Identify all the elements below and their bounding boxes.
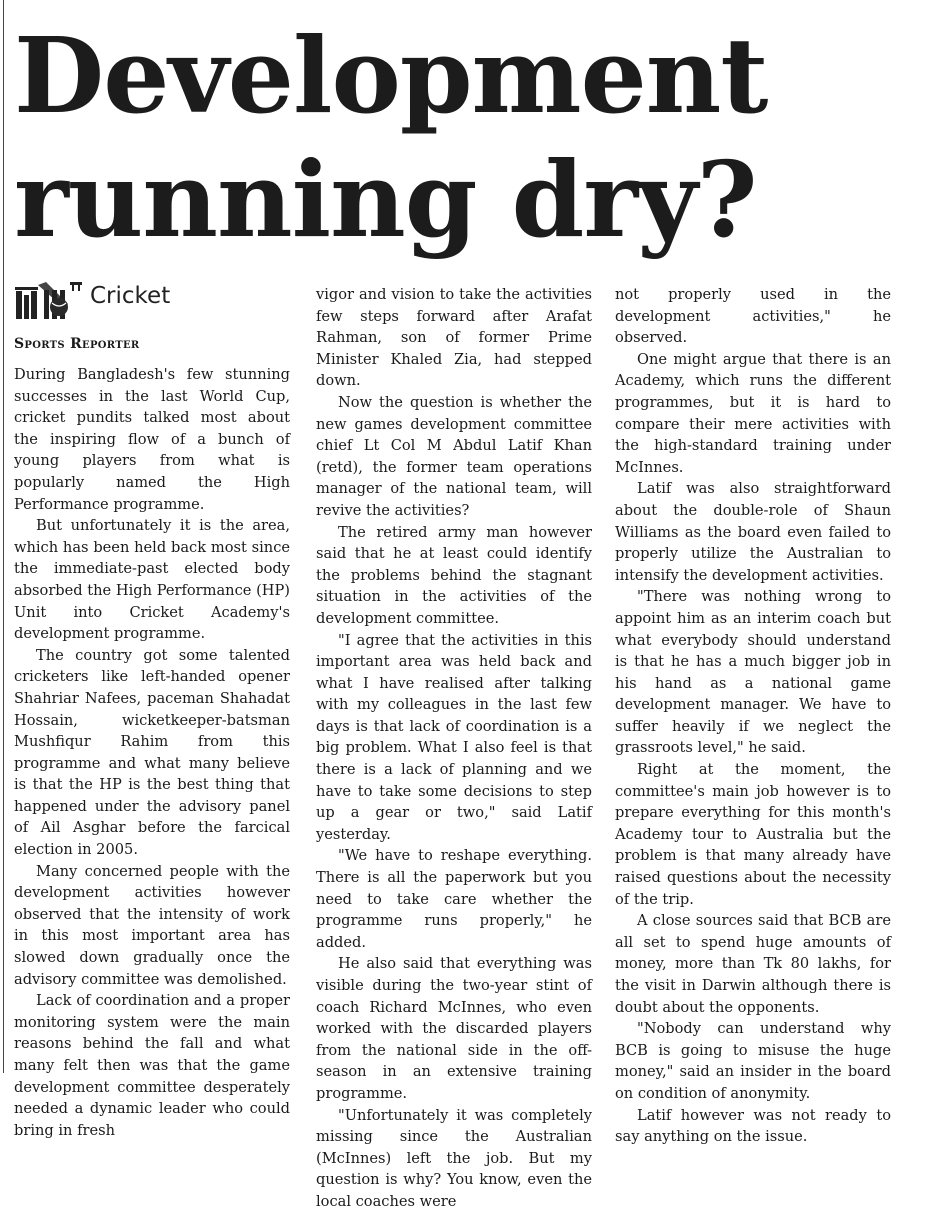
article-column-3 — [615, 284, 891, 1148]
section-header — [14, 278, 290, 322]
headline-line-2: running dry? — [14, 138, 757, 261]
byline: Sports Reporter — [14, 336, 140, 352]
paragraph: Now the question is whether the new games development committee chief Lt Col M Abdul Latif Khan (retd), the former team operations manager of the national team, will revive the activities? — [316, 393, 592, 519]
paragraph: not properly used in the development activities," he observed. — [615, 286, 891, 347]
paragraph: During Bangladesh's few stunning successes in the last World Cup, cricket pundits talked most about the inspiring flow of a bunch of young players from what is popularly named the High Performance programme. — [14, 366, 290, 513]
paragraph: "There was nothing wrong to appoint him as an interim coach but what everybody should understand is that he has a much bigger job in his hand as a national game development manager. We have to suffer heavily if we neglect the grassroots level," he said. — [615, 588, 891, 757]
paragraph: But unfortunately it is the area, which has been held back most since the immediate-past elected body absorbed the High Performance (HP) Unit into Cricket Academy's development programme. — [14, 517, 290, 643]
paragraph: Right at the moment, the committee's main job however is to prepare everything for this month's Academy tour to Australia but the problem is that many already have raised questions about the necessity of the trip. — [615, 761, 891, 908]
paragraph: The retired army man however said that he at least could identify the problems behind the stagnant situation in the activities of the development committee. — [316, 523, 592, 627]
cricket-logo-icon — [14, 282, 84, 320]
article-body — [14, 278, 914, 1210]
headline — [14, 14, 914, 262]
paragraph: Latif was also straightforward about the double-role of Shaun Williams as the board even failed to properly utilize the Australian to intensify the development activities. — [615, 480, 891, 584]
article-column-1 — [14, 278, 290, 1141]
section-label: Cricket — [90, 283, 171, 309]
paragraph: The country got some talented cricketers like left-handed opener Shahriar Nafees, paceman Shahadat Hossain, wicketkeeper-batsman Mushfiqur Rahim from this programme and what many believe is that the HP is the best thing that happened under the advisory panel of Ail Asghar before the farcical election in 2005. — [14, 646, 290, 859]
paragraph: "We have to reshape everything. There is all the paperwork but you need to take care whether the programme runs properly," he added. — [316, 847, 592, 951]
paragraph: Many concerned people with the development activities however observed that the intensity of work in this most important area has slowed down gradually once the advisory committee was demolished. — [14, 862, 290, 988]
paragraph: One might argue that there is an Academy, which runs the different programmes, but it is hard to compare their mere activities with the high-standard training under McInnes. — [615, 350, 891, 476]
headline-line-1: Development — [14, 14, 768, 137]
column-rule — [3, 0, 4, 1073]
article-column-2 — [316, 284, 592, 1213]
paragraph: "Nobody can understand why BCB is going to misuse the huge money," said an insider in the board on condition of anonymity. — [615, 1020, 891, 1102]
paragraph: A close sources said that BCB are all set to spend huge amounts of money, more than Tk 80 lakhs, for the visit in Darwin although there is doubt about the opponents. — [615, 912, 891, 1016]
paragraph: "I agree that the activities in this important area was held back and what I have realised after talking with my colleagues in the last few days is that lack of coordination is a big problem. What I also feel is that there is a lack of planning and we have to take some decisions to step up a gear or two," said Latif yesterday. — [316, 631, 592, 843]
paragraph: Lack of coordination and a proper monitoring system were the main reasons behind the fall and what many felt then was that the game development committee desperately needed a dynamic leader who could bring in fresh — [14, 992, 290, 1139]
paragraph: vigor and vision to take the activities few steps forward after Arafat Rahman, son of former Prime Minister Khaled Zia, had stepped down. — [316, 286, 592, 390]
paragraph: He also said that everything was visible during the two-year stint of coach Richard McInnes, who even worked with the discarded players from the national side in the off-season in an extensive training programme. — [316, 955, 592, 1102]
paragraph: Latif however was not ready to say anything on the issue. — [615, 1106, 891, 1146]
paragraph: "Unfortunately it was completely missing since the Australian (McInnes) left the job. But my question is why? You know, even the local coaches were — [316, 1106, 592, 1210]
